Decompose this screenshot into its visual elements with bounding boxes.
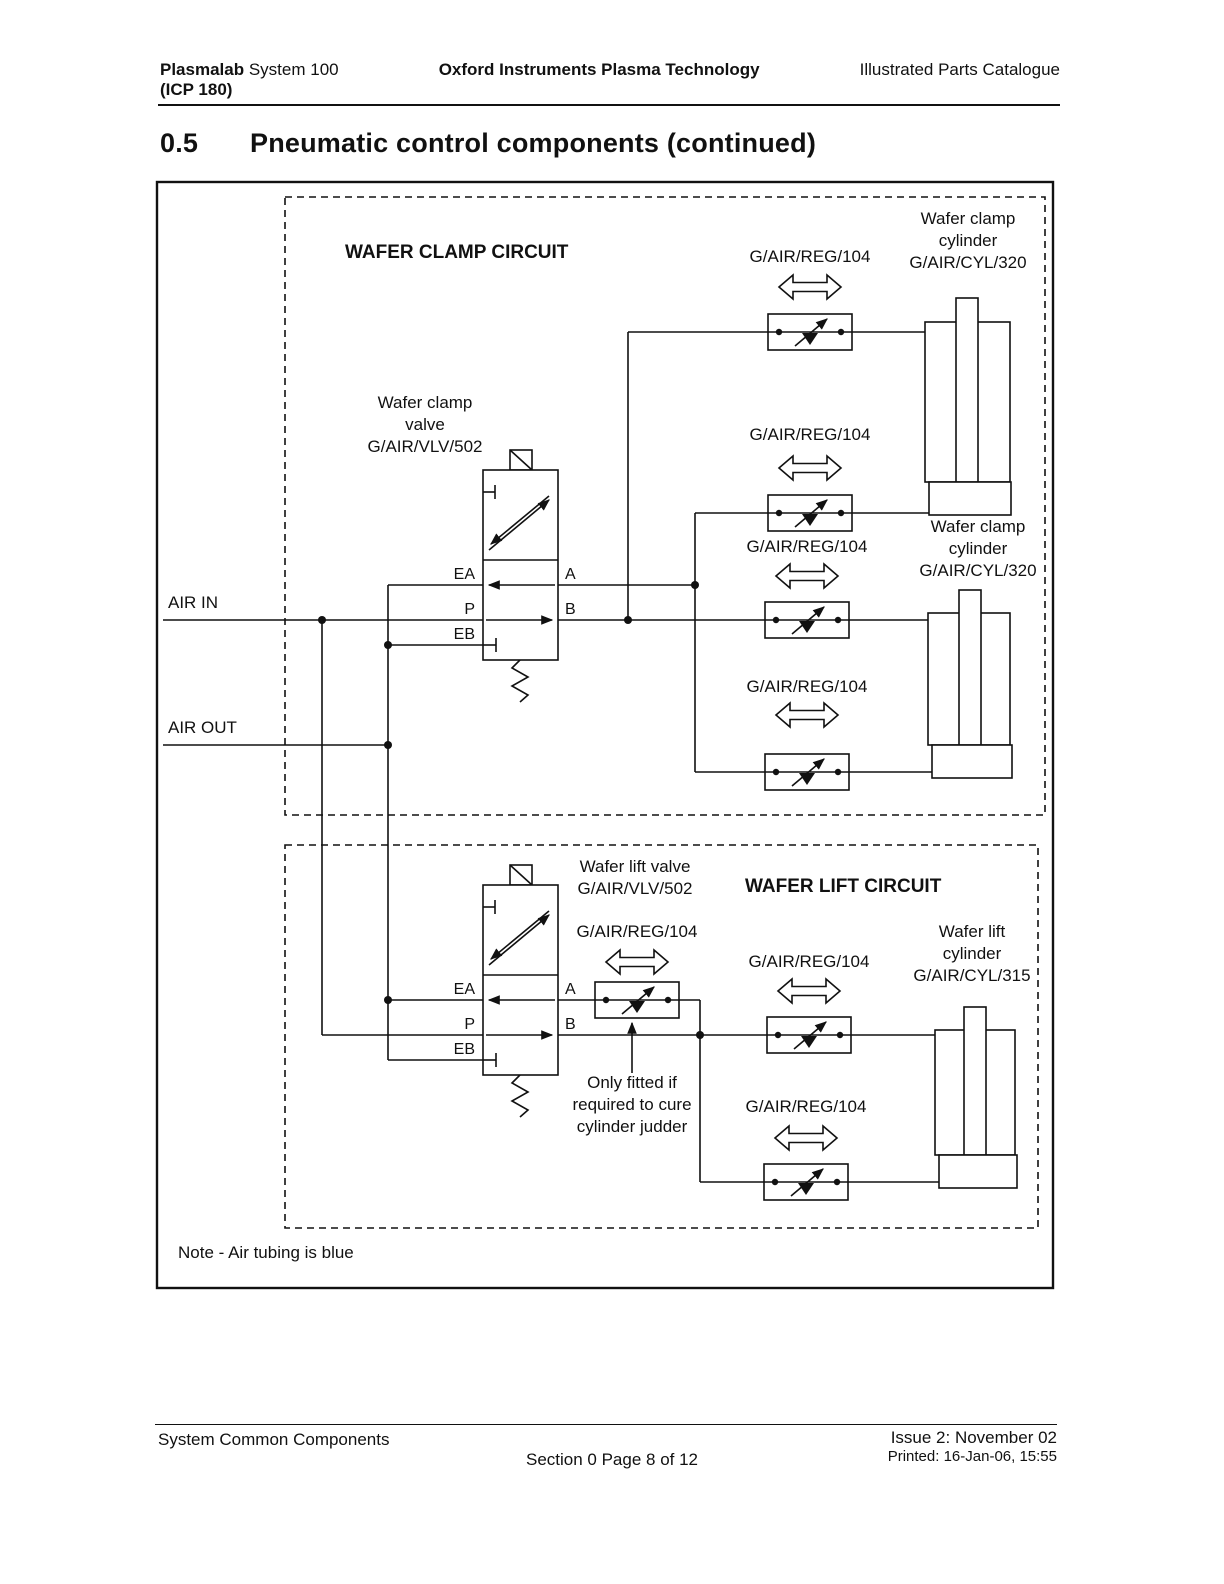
page-header	[160, 60, 1060, 100]
regulator-label: G/AIR/REG/104	[746, 677, 868, 696]
clamp-valve-label: G/AIR/VLV/502	[367, 437, 483, 456]
port-label-eb: EB	[453, 1041, 475, 1058]
clamp-cylinder-2	[928, 590, 1012, 778]
port-label-eb: EB	[453, 626, 475, 643]
header-company: Oxford Instruments Plasma Technology	[438, 60, 760, 79]
diagram-container	[155, 180, 1055, 1290]
regulator-label: G/AIR/REG/104	[576, 922, 698, 941]
lift-circuit-title: WAFER LIFT CIRCUIT	[745, 876, 942, 897]
product-name: Plasmalab	[160, 60, 245, 79]
port-label-b: B	[565, 601, 576, 618]
regulator-label: G/AIR/REG/104	[746, 537, 868, 556]
clamp-cylinder-label: G/AIR/CYL/320	[909, 253, 1027, 272]
clamp-cylinder-1	[925, 298, 1011, 515]
port-label-ea: EA	[453, 566, 475, 583]
double-arrow-icon	[776, 564, 838, 588]
clamp-valve-label: Wafer clamp	[377, 393, 473, 412]
footer-left: System Common Components	[158, 1430, 390, 1449]
double-arrow-icon	[606, 950, 668, 974]
product-model: (ICP 180)	[160, 80, 233, 99]
regulator-label: G/AIR/REG/104	[749, 247, 871, 266]
clamp-valve-symbol	[483, 450, 558, 702]
footer-right	[888, 1428, 1057, 1466]
footer-page-number: Section 0 Page 8 of 12	[525, 1450, 699, 1469]
regulator-symbol	[767, 1017, 851, 1053]
pneumatic-diagram	[155, 180, 1055, 1290]
clamp-cylinder-label: cylinder	[948, 539, 1008, 558]
clamp-cylinder-label: cylinder	[938, 231, 998, 250]
header-doc-title: Illustrated Parts Catalogue	[859, 60, 1060, 79]
double-arrow-icon	[779, 456, 841, 480]
port-label-b: B	[565, 1016, 576, 1033]
header-product	[160, 60, 339, 100]
product-series: System 100	[248, 60, 339, 79]
clamp-valve-label: valve	[405, 415, 445, 434]
regulator-symbol	[768, 314, 852, 350]
lift-cylinder-label: Wafer lift	[938, 922, 1006, 941]
lift-valve-symbol	[483, 865, 558, 1117]
header-rule	[158, 104, 1060, 106]
regulator-label: G/AIR/REG/104	[748, 952, 870, 971]
judder-note: cylinder judder	[576, 1117, 688, 1136]
lift-cylinder	[935, 1007, 1017, 1188]
section-title: Pneumatic control components (continued)	[250, 128, 817, 158]
clamp-circuit-title: WAFER CLAMP CIRCUIT	[345, 242, 569, 263]
port-label-p: P	[464, 1016, 475, 1033]
port-label-a: A	[565, 566, 576, 583]
port-label-a: A	[565, 981, 576, 998]
regulator-symbol	[765, 602, 849, 638]
clamp-cylinder-label: Wafer clamp	[930, 517, 1026, 536]
double-arrow-icon	[775, 1126, 837, 1150]
port-label-ea: EA	[453, 981, 475, 998]
regulator-symbol	[764, 1164, 848, 1200]
footer-printed: Printed: 16-Jan-06, 15:55	[887, 1448, 1057, 1465]
double-arrow-icon	[776, 703, 838, 727]
clamp-cylinder-label: G/AIR/CYL/320	[919, 561, 1037, 580]
air-in-label: AIR IN	[168, 593, 219, 612]
regulator-label: G/AIR/REG/104	[745, 1097, 867, 1116]
section-number: 0.5	[160, 128, 199, 158]
tubing-note: Note - Air tubing is blue	[178, 1243, 354, 1262]
footer-issue: Issue 2: November 02	[890, 1428, 1057, 1447]
regulator-symbol	[765, 754, 849, 790]
port-label-p: P	[464, 601, 475, 618]
lift-valve-label: Wafer lift valve	[579, 857, 691, 876]
lift-cylinder-label: G/AIR/CYL/315	[913, 966, 1031, 985]
air-out-label: AIR OUT	[168, 718, 237, 737]
lift-circuit-box	[285, 845, 1038, 1228]
judder-note: Only fitted if	[587, 1073, 677, 1092]
regulator-label: G/AIR/REG/104	[749, 425, 871, 444]
inline-regulator-symbol	[595, 982, 679, 1018]
lift-cylinder-label: cylinder	[942, 944, 1002, 963]
double-arrow-icon	[778, 979, 840, 1003]
regulator-symbol	[768, 495, 852, 531]
lift-valve-label: G/AIR/VLV/502	[577, 879, 693, 898]
double-arrow-icon	[779, 275, 841, 299]
clamp-cylinder-label: Wafer clamp	[920, 209, 1016, 228]
judder-note: required to cure	[572, 1095, 692, 1114]
footer-rule	[155, 1424, 1057, 1425]
section-heading	[160, 128, 816, 159]
